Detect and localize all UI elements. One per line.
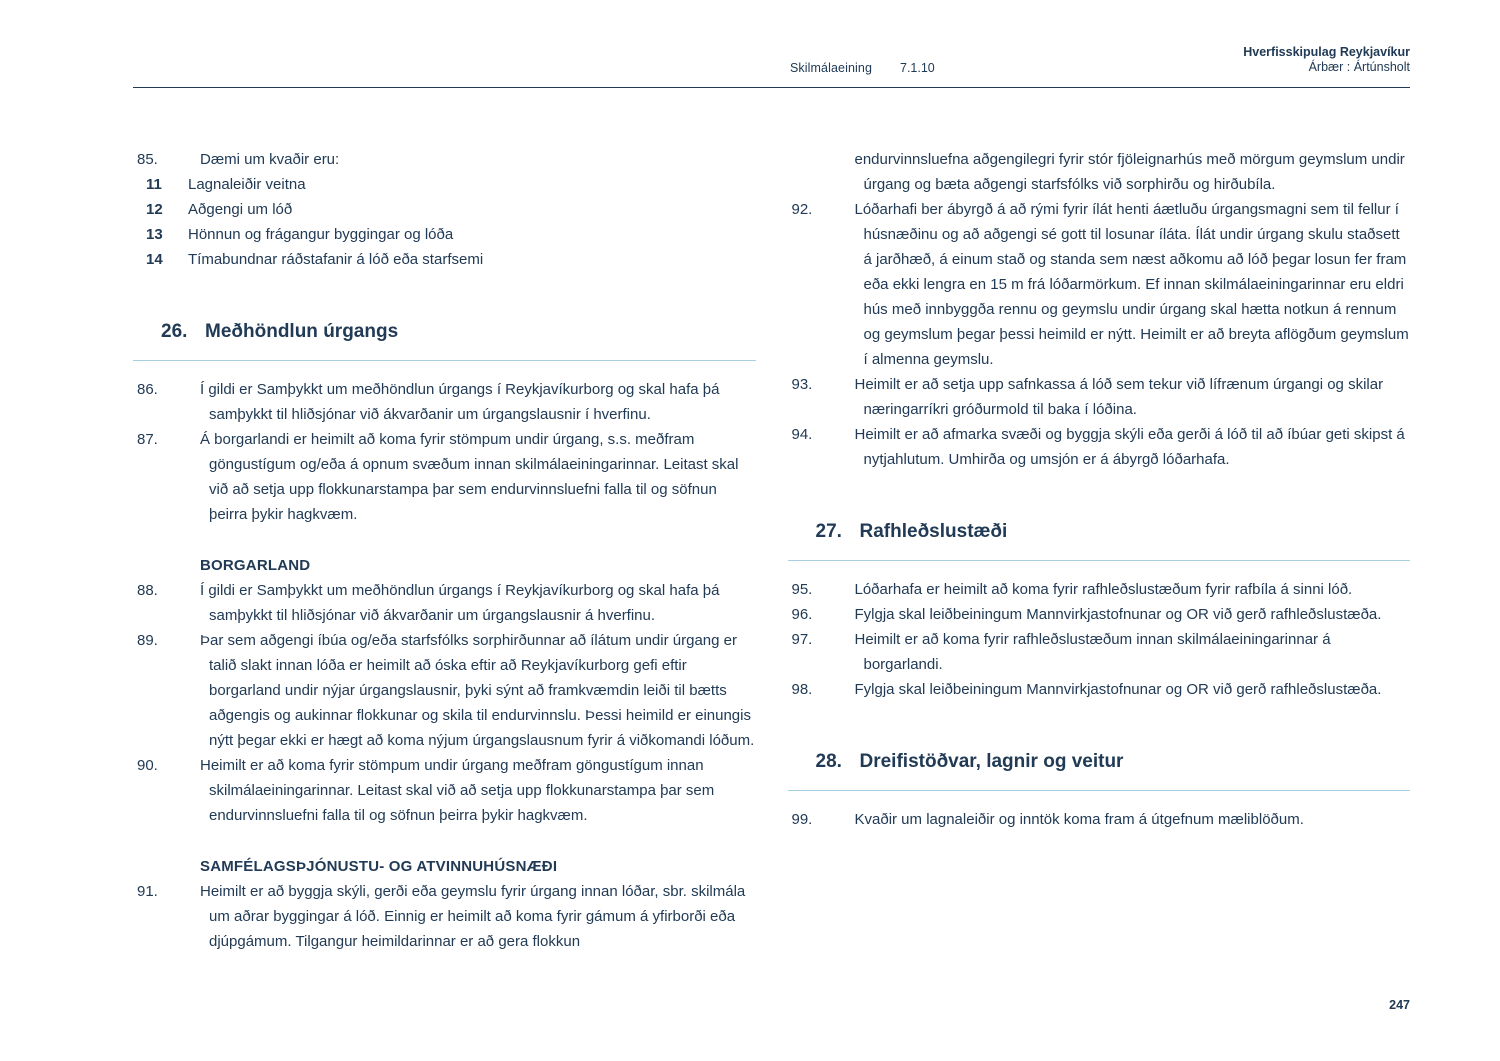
item-number: 99. [791, 811, 813, 828]
item-text: Aðgengi um lóð [188, 201, 293, 218]
section-heading [133, 318, 756, 361]
header-section-label: Skilmálaeining [790, 61, 872, 75]
item-text: Heimilt er að afmarka svæði og byggja skýli eða gerði á lóð til að íbúar geti skipst á nytjahlutum. Umhirða og umsjón er á ábyrgð lóðarhafa. [854, 426, 1405, 468]
numbered-item [133, 197, 756, 222]
numbered-item [788, 807, 1411, 832]
numbered-item [133, 753, 756, 828]
section-number: 27. [815, 521, 842, 542]
item-text: Fylgja skal leiðbeiningum Mannvirkjastofnunar og OR við gerð rafhleðslustæða. [854, 681, 1382, 698]
item-number: 14 [146, 251, 163, 268]
item-number: 90. [137, 757, 158, 774]
content-columns [133, 147, 1410, 954]
item-text: Heimilt er að koma fyrir stömpum undir úrgang meðfram göngustígum innan skilmálaeiningarinnar. Leitast skal við að setja upp flokkunarstampa þar sem endurvinnsluefni falla til og söfnun þeirra þykir hagkvæm. [200, 757, 715, 824]
subheading: BORGARLAND [200, 557, 311, 574]
right-column [788, 147, 1411, 954]
item-text: endurvinnsluefna aðgengilegri fyrir stór fjöleignarhús með mörgum geymslum undir úrgang og bæta aðgengi starfsfólks við sorphirðu og hirðubíla. [854, 151, 1405, 193]
item-number: 95. [791, 581, 813, 598]
item-text: Þar sem aðgengi íbúa og/eða starfsfólks sorphirðunnar að ílátum undir úrgang er talið slakt innan lóða er heimilt að óska eftir að Reykjavíkurborg gefi eftir borgarland undir nýjar úrgangslausnir, þyki sýnt að framkvæmdin leiði til bætts aðgengis og aukinnar flokkunar og skila til endurvinnslu. Þessi heimild er einungis nýtt þegar ekki er hægt að koma nýjum úrgangslausnum fyrir á viðkomandi lóðum. [200, 632, 755, 749]
numbered-item [133, 247, 756, 272]
item-text: Dæmi um kvaðir eru: [200, 151, 340, 168]
numbered-item [133, 879, 756, 954]
item-number: 12 [146, 201, 163, 218]
item-text: Heimilt er að setja upp safnkassa á lóð sem tekur við lífrænum úrgangi og skilar næringarríkri gróðurmold til baka í lóðina. [854, 376, 1384, 418]
item-number: 85. [137, 151, 158, 168]
numbered-item [788, 627, 1411, 677]
item-number: 92. [791, 201, 813, 218]
numbered-item [788, 677, 1411, 702]
item-number: 94. [791, 426, 813, 443]
numbered-item [133, 147, 756, 172]
item-number: 97. [791, 631, 813, 648]
item-text: Heimilt er að koma fyrir rafhleðslustæðum innan skilmálaeiningarinnar á borgarlandi. [854, 631, 1331, 673]
section-number: 28. [815, 751, 842, 772]
item-number: 96. [791, 606, 813, 623]
item-number: 98. [791, 681, 813, 698]
section-heading [788, 518, 1411, 561]
numbered-item [133, 222, 756, 247]
item-number: 93. [791, 376, 813, 393]
document-title: Hverfisskipulag Reykjavíkur [1243, 45, 1410, 59]
item-number: 88. [137, 582, 158, 599]
item-number: 13 [146, 226, 163, 243]
item-number: 91. [137, 883, 158, 900]
numbered-item [133, 377, 756, 427]
item-text: Tímabundnar ráðstafanir á lóð eða starfsemi [188, 251, 484, 268]
numbered-item [133, 427, 756, 527]
item-text: Í gildi er Samþykkt um meðhöndlun úrgangs í Reykjavíkurborg og skal hafa þá samþykkt til hliðsjónar við ákvarðanir um úrgangslausnir á hverfinu. [200, 582, 720, 624]
paragraph-continuation [788, 147, 1411, 197]
header-rule [133, 87, 1410, 88]
numbered-item [788, 197, 1411, 372]
page-number: 247 [1389, 998, 1410, 1012]
item-text: Í gildi er Samþykkt um meðhöndlun úrgangs í Reykjavíkurborg og skal hafa þá samþykkt til hliðsjónar við ákvarðanir um úrgangslausnir í hverfinu. [200, 381, 720, 423]
item-number: 11 [146, 176, 162, 193]
item-text: Lóðarhafa er heimilt að koma fyrir rafhleðslustæðum fyrir rafbíla á sinni lóð. [854, 581, 1353, 598]
item-number: 87. [137, 431, 158, 448]
header-document-info [1243, 45, 1410, 75]
item-text: Hönnun og frágangur byggingar og lóða [188, 226, 454, 243]
numbered-item [788, 422, 1411, 472]
header-section-number: 7.1.10 [900, 61, 935, 75]
section-number: 26. [161, 321, 188, 342]
section-title: Dreifistöðvar, lagnir og veitur [859, 751, 1124, 772]
section-title: Meðhöndlun úrgangs [205, 321, 399, 342]
numbered-item [133, 628, 756, 753]
item-text: Lagnaleiðir veitna [188, 176, 306, 193]
item-text: Fylgja skal leiðbeiningum Mannvirkjastofnunar og OR við gerð rafhleðslustæða. [854, 606, 1382, 623]
numbered-item [788, 372, 1411, 422]
item-text: Kvaðir um lagnaleiðir og inntök koma fram á útgefnum mæliblöðum. [854, 811, 1304, 828]
numbered-item [133, 578, 756, 628]
numbered-item [788, 602, 1411, 627]
document-subtitle: Árbær : Ártúnsholt [1308, 60, 1410, 74]
numbered-item [133, 172, 756, 197]
item-number: 86. [137, 381, 158, 398]
subheading: SAMFÉLAGSÞJÓNUSTU- OG ATVINNUHÚSNÆÐI [200, 858, 558, 875]
item-text: Lóðarhafi ber ábyrgð á að rými fyrir ílát henti áætluðu úrgangsmagni sem til fellur í húsnæðinu og að aðgengi sé gott til losunar íláta. Ílát undir úrgang skulu staðsett á jarðhæð, á einum stað og standa sem næst aðkomu að lóð þegar losun fer fram eða ekki lengra en 15 m frá lóðarmörkum. Ef innan skilmálaeiningarinnar eru eldri hús með innbyggða rennu og geymslu undir úrgang skal hætta notkun á rennum og geymslum þegar þessi heimild er nýtt. Heimilt er að breyta aflögðum geymslum í almenna geymslu. [854, 201, 1409, 368]
item-text: Heimilt er að byggja skýli, gerði eða geymslu fyrir úrgang innan lóðar, sbr. skilmála um aðrar byggingar á lóð. Einnig er heimilt að koma fyrir gámum á yfirborði eða djúpgámum. Tilgangur heimildarinnar er að gera flokkun [200, 883, 746, 950]
section-title: Rafhleðslustæði [859, 521, 1008, 542]
numbered-item [788, 577, 1411, 602]
left-column [133, 147, 756, 954]
item-number: 89. [137, 632, 158, 649]
item-text: Á borgarlandi er heimilt að koma fyrir stömpum undir úrgang, s.s. meðfram göngustígum og/eða á opnum svæðum innan skilmálaeiningarinnar. Leitast skal við að setja upp flokkunarstampa þar sem endurvinnsluefni falla til og söfnun þeirra þykir hagkvæm. [200, 431, 739, 523]
section-heading [788, 748, 1411, 791]
